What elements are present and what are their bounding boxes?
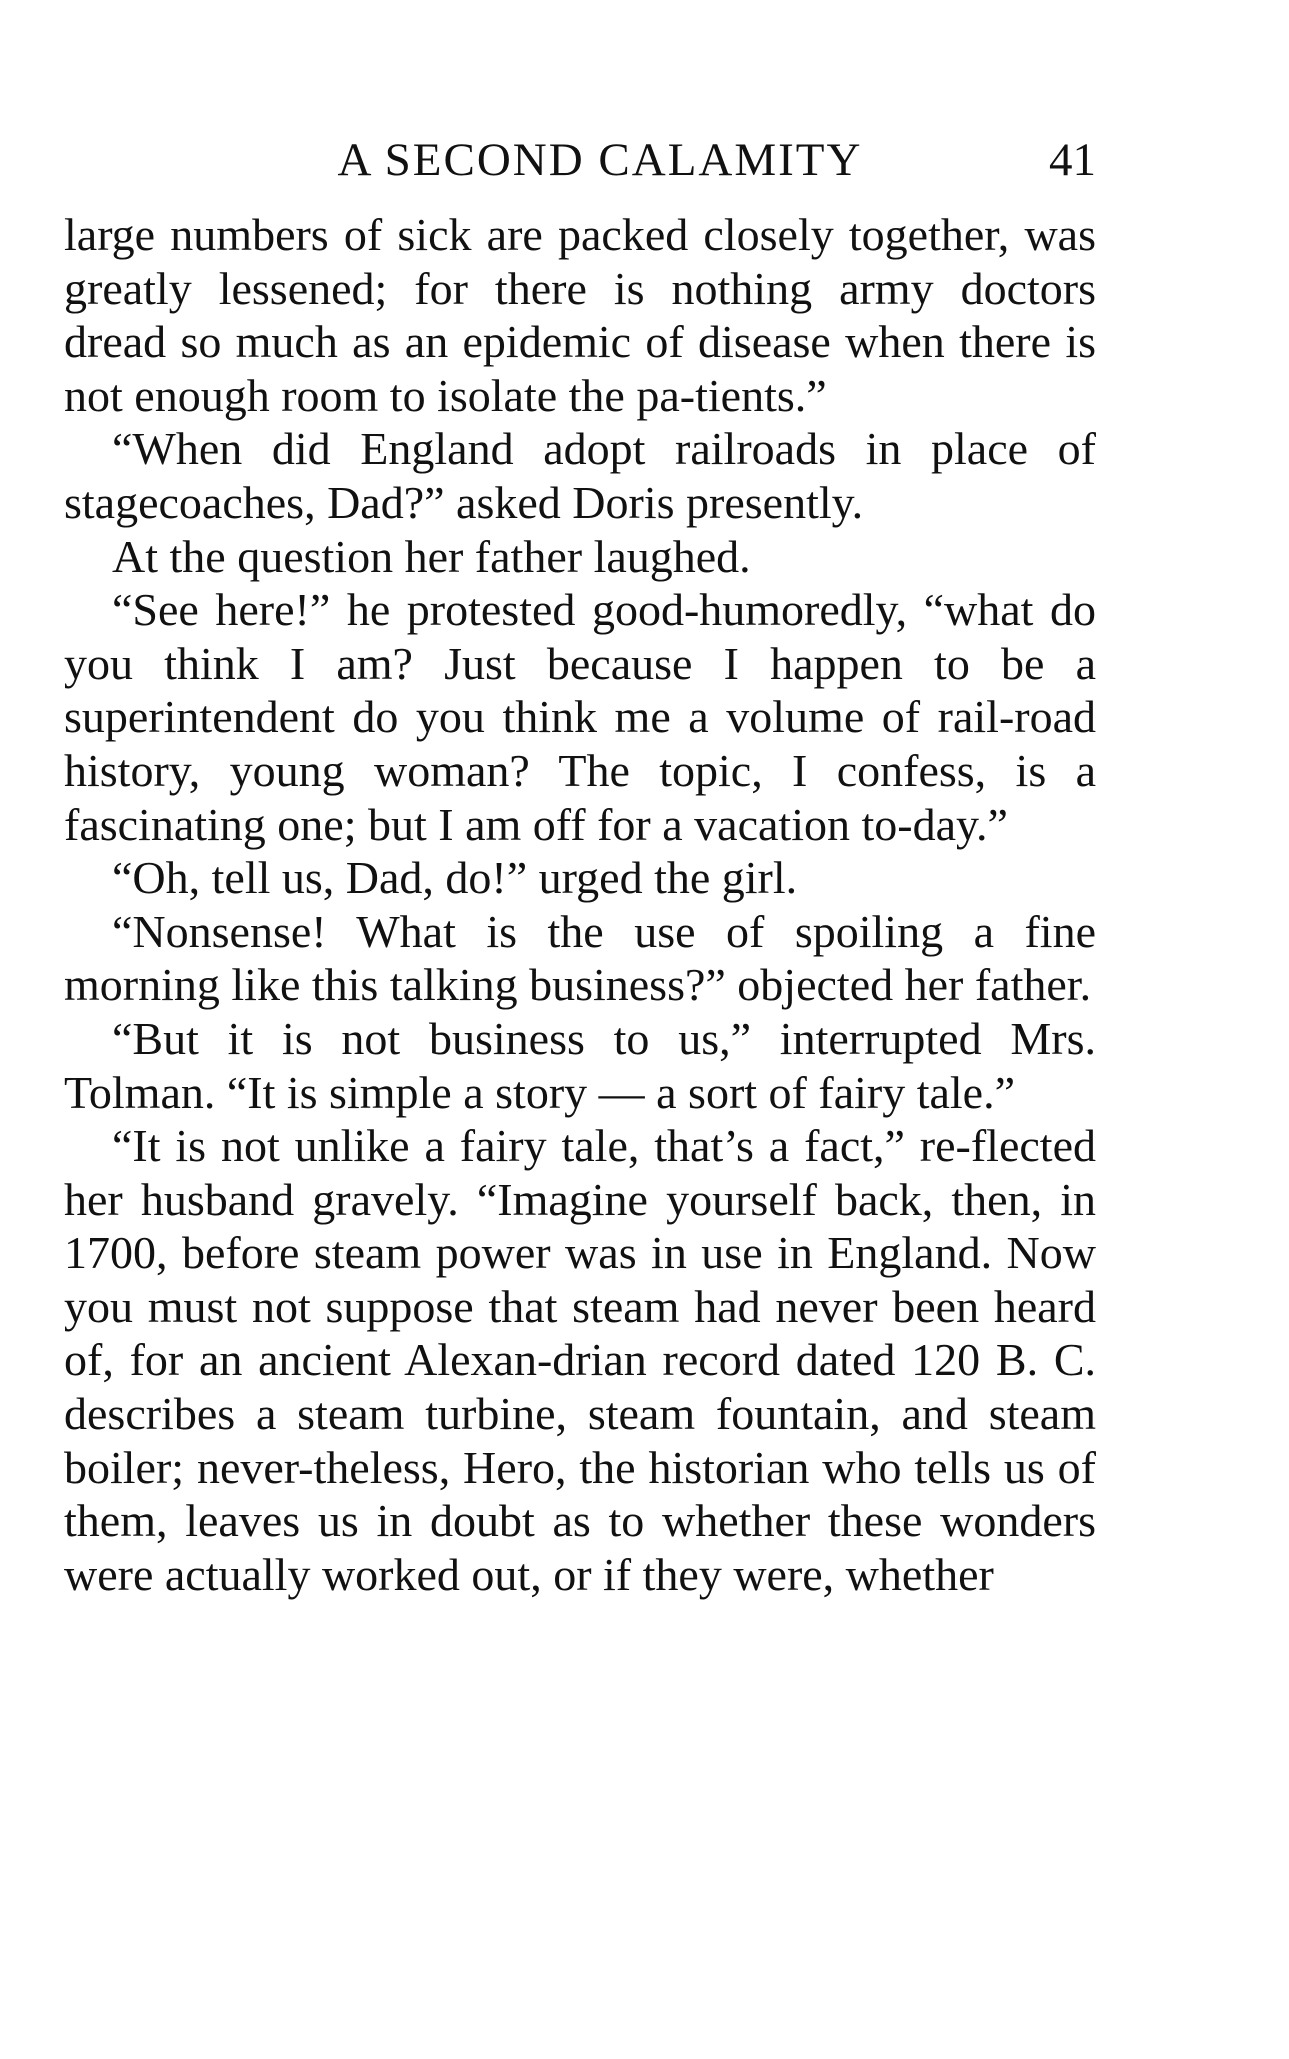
running-head xyxy=(64,132,1096,188)
page-number: 41 xyxy=(1049,134,1096,186)
paragraph-8: “It is not unlike a fairy tale, that’s a fact,” re-flected her husband gravely. “Imagine yourself back, then, in 1700, before steam power was in use in England. Now you must not suppose that steam had never been heard of, for an ancient Alexan-drian record dated 120 B. C. describes a steam turbine, steam fountain, and steam boiler; never-theless, Hero, the historian who tells us of them, leaves us in doubt as to whether these wonders were actually worked out, or if they were, whether xyxy=(64,1120,1096,1600)
paragraph-2: “When did England adopt railroads in place of stagecoaches, Dad?” asked Doris presently. xyxy=(64,423,1096,528)
paragraph-1: large numbers of sick are packed closely together, was greatly lessened; for there is nothing army doctors dread so much as an epidemic of disease when there is not enough room to isolate the pa-tients.” xyxy=(64,209,1096,421)
body-text xyxy=(64,208,1096,1601)
paragraph-7: “But it is not business to us,” interrupted Mrs. Tolman. “It is simple a story — a sort of fairy tale.” xyxy=(64,1012,1096,1118)
paragraph-5: “Oh, tell us, Dad, do!” urged the girl. xyxy=(112,852,798,904)
paragraph-4: “See here!” he protested good-humoredly, “what do you think I am? Just because I happen to be a superintendent do you think me a volume of rail-road history, young woman? The topic, I confess, is a fascinating one; but I am off for a vacation to-day.” xyxy=(64,584,1096,850)
paragraph-3: At the question her father laughed. xyxy=(112,530,751,582)
running-title: A SECOND CALAMITY xyxy=(337,134,863,186)
paragraph-6: “Nonsense! What is the use of spoiling a fine morning like this talking business?” objected her father. xyxy=(64,905,1096,1011)
